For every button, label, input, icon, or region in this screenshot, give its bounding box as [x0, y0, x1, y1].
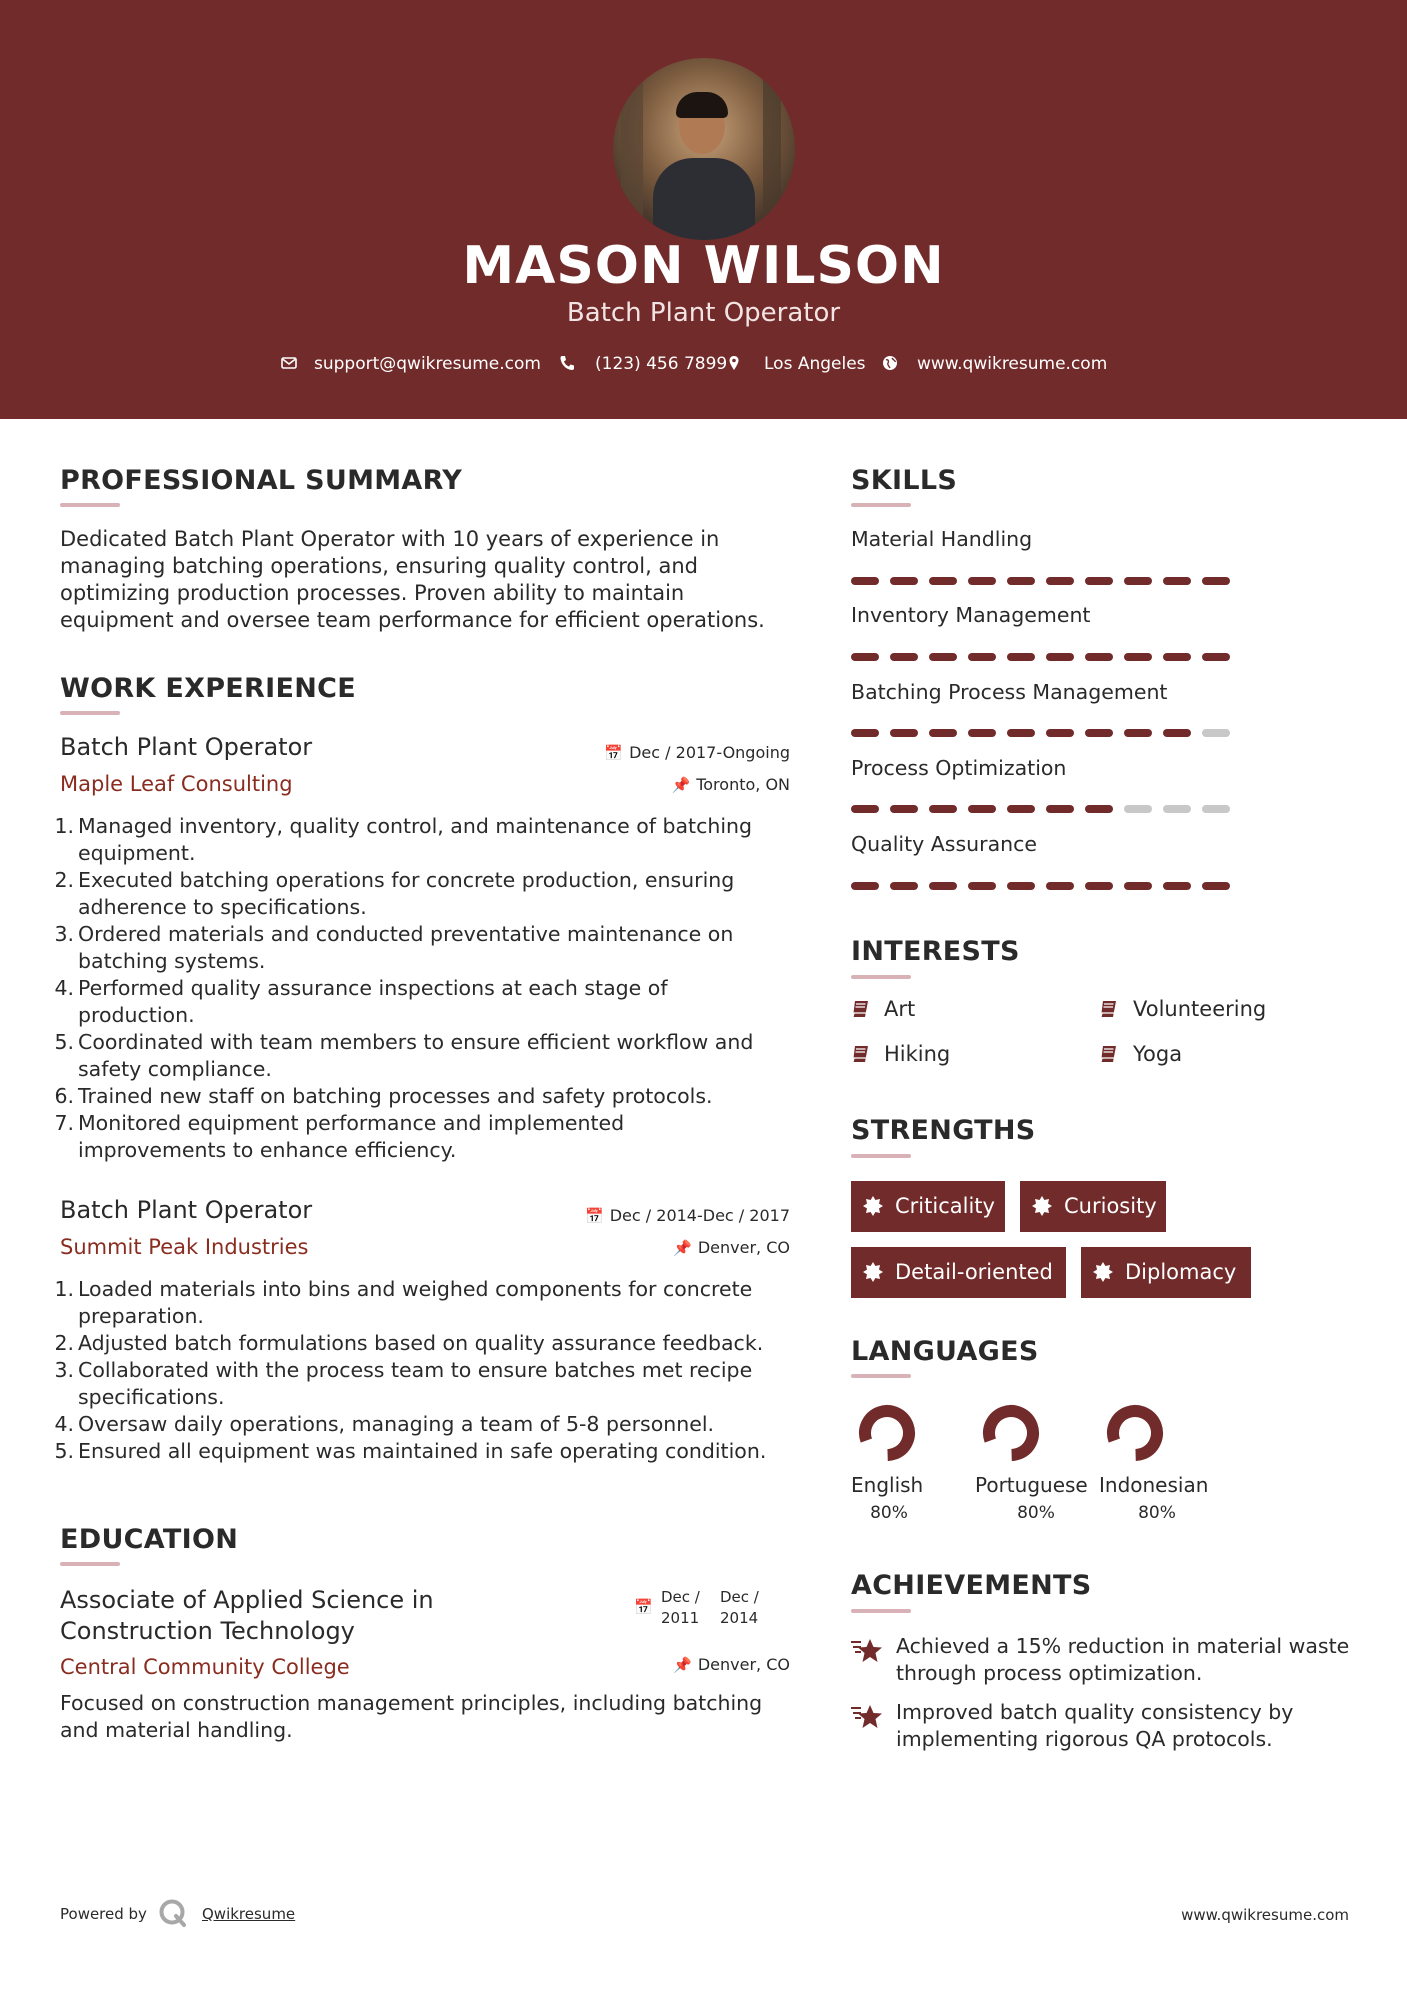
book-icon [1099, 1044, 1119, 1064]
language-ring [981, 1403, 1041, 1463]
skill-dot-filled [929, 882, 957, 890]
job-location-text: Toronto, ON [696, 775, 790, 794]
summary-rule [60, 503, 120, 507]
badge-icon [1032, 1196, 1052, 1216]
footer-website[interactable]: www.qwikresume.com [1181, 1906, 1349, 1924]
list-item: 4. Performed quality assurance inspections at each stage of production. [54, 976, 668, 1027]
interest-item: Yoga [1133, 1042, 1183, 1066]
skill-dot-filled [1085, 577, 1113, 585]
skill-dot-filled [851, 577, 879, 585]
phone-icon [558, 354, 576, 372]
skill-dot-filled [1124, 729, 1152, 737]
list-item: 5. Coordinated with team members to ensure efficient workflow and safety compliance. [54, 1030, 754, 1081]
summary-heading: PROFESSIONAL SUMMARY [60, 465, 463, 496]
education-description: Focused on construction management principles, including batching and material handling. [60, 1691, 763, 1742]
skill-dot-filled [1085, 729, 1113, 737]
footer-powered-by: Powered by [60, 1905, 147, 1923]
contact-website[interactable]: www.qwikresume.com [917, 354, 1108, 374]
summary-text [60, 526, 800, 634]
candidate-name: MASON WILSON [462, 236, 945, 296]
interest-item: Art [884, 997, 916, 1021]
book-icon [1099, 999, 1119, 1019]
job-dates [604, 743, 790, 762]
map-pin-icon [725, 354, 743, 372]
skill-dot-filled [1007, 729, 1035, 737]
experience-rule [60, 711, 120, 715]
summary-line: managing batching operations, ensuring quality control, and [60, 554, 698, 578]
job-location [672, 775, 790, 794]
degree-line: Associate of Applied Science in [60, 1586, 434, 1614]
education-end-date: Dec / 2014 [720, 1588, 759, 1627]
language-percent: 80% [1017, 1503, 1055, 1523]
interest-item: Hiking [884, 1042, 951, 1066]
skill-dot-empty [1202, 729, 1230, 737]
list-item: 2. Executed batching operations for concrete production, ensuring adherence to specifications. [54, 868, 735, 919]
language-ring [857, 1403, 917, 1463]
globe-icon [881, 354, 899, 372]
skill-dot-filled [1007, 653, 1035, 661]
list-item: 6. Trained new staff on batching processes and safety protocols. [54, 1084, 713, 1108]
job-location [673, 1238, 790, 1257]
skill-name: Inventory Management [851, 603, 1091, 627]
skill-name: Process Optimization [851, 756, 1067, 780]
badge-icon [863, 1196, 883, 1216]
language-percent: 80% [870, 1503, 908, 1523]
skill-dot-filled [890, 805, 918, 813]
skill-dot-filled [851, 653, 879, 661]
summary-line: Dedicated Batch Plant Operator with 10 years of experience in [60, 527, 720, 551]
job-duties-list [54, 1276, 800, 1465]
qwikresume-logo-icon [158, 1898, 188, 1928]
skills-heading: SKILLS [851, 465, 958, 496]
photo-person-hair [676, 92, 728, 118]
skill-dot-filled [1163, 577, 1191, 585]
skill-dot-filled [929, 653, 957, 661]
degree-title [60, 1585, 434, 1647]
experience-heading: WORK EXPERIENCE [60, 673, 356, 704]
skill-dot-filled [968, 653, 996, 661]
education-start-date: Dec / 2011 [661, 1588, 700, 1627]
summary-line: optimizing production processes. Proven ability to maintain [60, 581, 685, 605]
contact-location: Los Angeles [764, 354, 866, 374]
skill-dot-filled [1202, 882, 1230, 890]
achievements-rule [851, 1609, 911, 1613]
skill-dot-filled [890, 653, 918, 661]
strengths-heading: STRENGTHS [851, 1115, 1036, 1146]
languages-rule [851, 1374, 911, 1378]
calendar-icon: 📅 [604, 744, 624, 762]
skill-dot-filled [968, 729, 996, 737]
photo-person-torso [653, 158, 755, 240]
interest-item: Volunteering [1133, 997, 1267, 1021]
skill-dot-filled [1046, 577, 1074, 585]
skill-dot-filled [1085, 653, 1113, 661]
education-rule [60, 1562, 120, 1566]
skill-dot-filled [929, 805, 957, 813]
skill-dot-filled [1046, 653, 1074, 661]
skill-dot-filled [851, 805, 879, 813]
photo-background-tree [763, 68, 781, 228]
skill-dot-filled [1007, 577, 1035, 585]
list-item: 1. Managed inventory, quality control, and maintenance of batching equipment. [54, 814, 753, 865]
job-title: Batch Plant Operator [60, 1196, 313, 1224]
skill-dot-filled [1046, 805, 1074, 813]
calendar-icon: 📅 [634, 1598, 653, 1616]
job-title: Batch Plant Operator [60, 733, 313, 761]
star-icon [849, 1636, 883, 1666]
skill-dot-filled [1124, 882, 1152, 890]
skill-dot-filled [1085, 805, 1113, 813]
interests-rule [851, 975, 911, 979]
skill-dot-filled [1124, 653, 1152, 661]
skill-dot-filled [968, 882, 996, 890]
list-item: 2. Adjusted batch formulations based on quality assurance feedback. [54, 1331, 764, 1355]
skill-dot-filled [1007, 882, 1035, 890]
pushpin-icon: 📌 [673, 1656, 692, 1674]
profile-photo [613, 58, 795, 240]
resume-header [0, 0, 1407, 419]
strength-tag: Diplomacy [1081, 1247, 1251, 1298]
list-item: 3. Ordered materials and conducted preventative maintenance on batching systems. [54, 922, 734, 973]
skill-dot-filled [968, 577, 996, 585]
skill-dot-filled [1046, 882, 1074, 890]
skill-dot-filled [1163, 653, 1191, 661]
school-name: Central Community College [60, 1655, 350, 1679]
skills-rule [851, 503, 911, 507]
strength-tag: Detail-oriented [851, 1247, 1066, 1298]
strengths-rule [851, 1154, 911, 1158]
skill-dot-filled [1124, 577, 1152, 585]
skill-dot-empty [1124, 805, 1152, 813]
job-dates [585, 1206, 790, 1225]
skill-dot-filled [851, 882, 879, 890]
list-item: 3. Collaborated with the process team to ensure batches met recipe specifications. [54, 1358, 753, 1409]
skill-dot-filled [890, 577, 918, 585]
summary-line: equipment and oversee team performance for efficient operations. [60, 608, 765, 632]
badge-icon [863, 1262, 883, 1282]
education-location: 📌 Denver, CO [673, 1655, 790, 1674]
list-item: 7. Monitored equipment performance and implemented improvements to enhance efficiency. [54, 1111, 625, 1162]
achievement-item: Achieved a 15% reduction in material waste through process optimization. [896, 1634, 1350, 1685]
skill-dot-filled [890, 882, 918, 890]
strength-tag: Criticality [851, 1181, 1005, 1232]
job-company: Maple Leaf Consulting [60, 772, 293, 796]
language-name: Portuguese [975, 1473, 1088, 1497]
strength-tag: Curiosity [1020, 1181, 1166, 1232]
skill-dot-filled [1163, 729, 1191, 737]
education-calendar [634, 1598, 659, 1616]
language-percent: 80% [1138, 1503, 1176, 1523]
skill-dot-filled [1202, 653, 1230, 661]
star-icon [849, 1702, 883, 1732]
skill-dot-filled [929, 729, 957, 737]
job-duties-list [54, 813, 800, 1164]
contact-email[interactable]: support@qwikresume.com [314, 354, 541, 374]
skill-dot-empty [1202, 805, 1230, 813]
achievement-item: Improved batch quality consistency by implementing rigorous QA protocols. [896, 1700, 1294, 1751]
skill-dot-filled [851, 729, 879, 737]
candidate-title: Batch Plant Operator [566, 298, 841, 328]
calendar-icon: 📅 [585, 1207, 604, 1225]
list-item: 5. Ensured all equipment was maintained in safe operating condition. [54, 1439, 767, 1463]
skill-dot-filled [929, 577, 957, 585]
envelope-icon [280, 354, 298, 372]
skill-dot-filled [890, 729, 918, 737]
book-icon [851, 1044, 871, 1064]
badge-icon [1093, 1262, 1113, 1282]
skill-dot-filled [1007, 805, 1035, 813]
job-dates-text: Dec / 2017-Ongoing [629, 743, 790, 762]
interests-heading: INTERESTS [851, 936, 1020, 967]
book-icon [851, 999, 871, 1019]
language-name: English [851, 1473, 924, 1497]
job-location-text: Denver, CO [697, 1238, 790, 1257]
education-heading: EDUCATION [60, 1524, 239, 1555]
degree-line: Construction Technology [60, 1617, 355, 1645]
language-ring [1105, 1403, 1165, 1463]
photo-background-tree [621, 78, 643, 228]
language-name: Indonesian [1099, 1473, 1209, 1497]
skill-dot-filled [1202, 577, 1230, 585]
skill-name: Quality Assurance [851, 832, 1038, 856]
pushpin-icon: 📌 [673, 1239, 692, 1257]
contact-phone[interactable]: (123) 456 7899 [595, 354, 728, 374]
list-item: 4. Oversaw daily operations, managing a team of 5-8 personnel. [54, 1412, 715, 1436]
languages-heading: LANGUAGES [851, 1336, 1039, 1367]
skill-dot-filled [1163, 882, 1191, 890]
footer-brand-link[interactable]: Qwikresume [202, 1905, 296, 1923]
job-company: Summit Peak Industries [60, 1235, 309, 1259]
skill-name: Batching Process Management [851, 680, 1168, 704]
skill-dot-filled [968, 805, 996, 813]
skill-name: Material Handling [851, 527, 1033, 551]
job-dates-text: Dec / 2014-Dec / 2017 [609, 1206, 790, 1225]
skill-dot-filled [1085, 882, 1113, 890]
pushpin-icon: 📌 [671, 776, 691, 794]
list-item: 1. Loaded materials into bins and weighed components for concrete preparation. [54, 1277, 753, 1328]
skill-dot-empty [1163, 805, 1191, 813]
achievements-heading: ACHIEVEMENTS [851, 1570, 1092, 1601]
contact-bar [0, 350, 1407, 380]
skill-dot-filled [1046, 729, 1074, 737]
